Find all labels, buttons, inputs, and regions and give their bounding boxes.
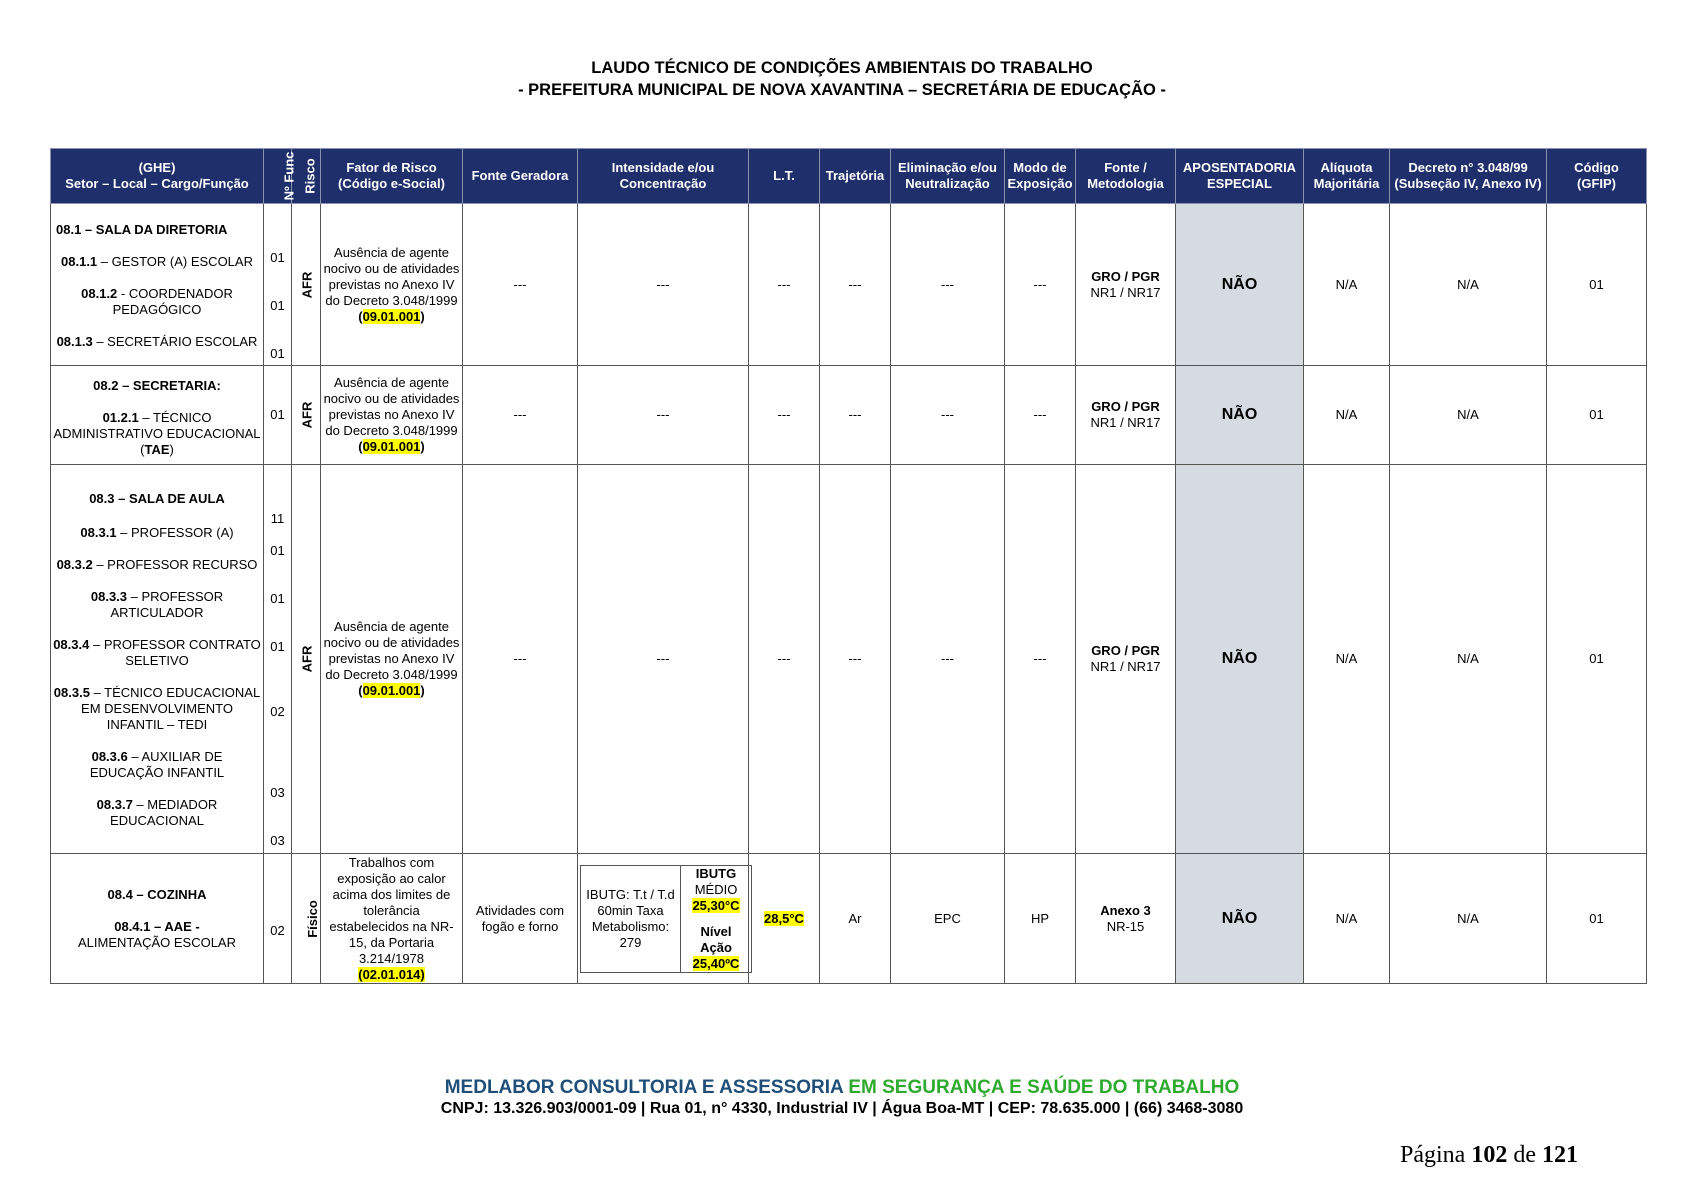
fonte-geradora-cell: --- xyxy=(463,204,578,366)
table-row xyxy=(51,854,1647,984)
page-number: Página 102 de 121 xyxy=(1400,1142,1578,1168)
modo-cell: --- xyxy=(1005,366,1076,465)
intensidade-split xyxy=(580,865,752,973)
n-func-cell: 11 01 01 01 02 03 03 xyxy=(264,465,292,854)
lt-cell: --- xyxy=(749,465,820,854)
trajetoria-cell: Ar xyxy=(820,854,891,984)
header-modo: Modo de Exposição xyxy=(1005,149,1076,204)
ibutg-values: IBUTG MÉDIO 25,30°C Nível Ação 25,40ºC xyxy=(681,865,752,972)
lt-cell: --- xyxy=(749,366,820,465)
fonte-geradora-cell: --- xyxy=(463,366,578,465)
eliminacao-cell: --- xyxy=(891,366,1005,465)
fonte-metodologia-cell: GRO / PGR NR1 / NR17 xyxy=(1076,465,1176,854)
lt-cell: 28,5°C xyxy=(749,854,820,984)
risco-cell: Físico xyxy=(292,854,321,984)
intensidade-cell xyxy=(578,854,749,984)
aliquota-cell: N/A xyxy=(1304,465,1390,854)
intensidade-cell: --- xyxy=(578,465,749,854)
decreto-cell: N/A xyxy=(1390,366,1547,465)
document-title xyxy=(0,57,1684,101)
setor-cell xyxy=(51,854,264,984)
trajetoria-cell: --- xyxy=(820,204,891,366)
aposentadoria-cell: NÃO xyxy=(1176,465,1304,854)
header-fonte-geradora: Fonte Geradora xyxy=(463,149,578,204)
fonte-metodologia-cell: Anexo 3 NR-15 xyxy=(1076,854,1176,984)
header-trajetoria: Trajetória xyxy=(820,149,891,204)
aposentadoria-cell: NÃO xyxy=(1176,366,1304,465)
cargo-item: 08.3.3 – PROFESSOR ARTICULADOR xyxy=(90,588,224,620)
footer-address: CNPJ: 13.326.903/0001-09 | Rua 01, n° 4330, Industrial IV | Água Boa-MT | CEP: 78.635.000 | (66) 3468-3080 xyxy=(440,1100,1244,1117)
fonte-geradora-cell: --- xyxy=(463,465,578,854)
cargo-item: 08.3.4 – PROFESSOR CONTRATO SELETIVO xyxy=(53,636,261,668)
header-risco: Risco xyxy=(292,149,321,204)
aliquota-cell: N/A xyxy=(1304,854,1390,984)
eliminacao-cell: --- xyxy=(891,465,1005,854)
section-title: 08.4 – COZINHA xyxy=(107,886,207,902)
header-decreto: Decreto n° 3.048/99 (Subseção IV, Anexo IV) xyxy=(1390,149,1547,204)
fator-cell: Ausência de agente nocivo ou de atividades previstas no Anexo IV do Decreto 3.048/1999 (09.01.001) xyxy=(321,366,463,465)
aposentadoria-cell: NÃO xyxy=(1176,204,1304,366)
codigo-cell: 01 xyxy=(1547,204,1647,366)
cargo-item-code: 08.4.1 – AAE - xyxy=(114,918,200,934)
fator-cell: Ausência de agente nocivo ou de atividades previstas no Anexo IV do Decreto 3.048/1999 (09.01.001) xyxy=(321,204,463,366)
header-lt: L.T. xyxy=(749,149,820,204)
header-n-func: Nº Func xyxy=(264,149,292,204)
cargo-item: 08.1.2 - COORDENADOR PEDAGÓGICO xyxy=(81,285,233,317)
modo-cell: --- xyxy=(1005,465,1076,854)
modo-cell: HP xyxy=(1005,854,1076,984)
n-func-cell: 01 xyxy=(264,366,292,465)
n-func-cell: 02 xyxy=(264,854,292,984)
cargo-item: ALIMENTAÇÃO ESCOLAR xyxy=(78,934,236,950)
footer-company-tagline: EM SEGURANÇA E SAÚDE DO TRABALHO xyxy=(848,1077,1240,1098)
header-codigo: Código (GFIP) xyxy=(1547,149,1647,204)
lt-cell: --- xyxy=(749,204,820,366)
aliquota-cell: N/A xyxy=(1304,366,1390,465)
fator-cell: Trabalhos com exposição ao calor acima dos limites de tolerância estabelecidos na NR-15, da Portaria 3.214/1978 (02.01.014) xyxy=(321,854,463,984)
codigo-cell: 01 xyxy=(1547,854,1647,984)
header-intensidade: Intensidade e/ou Concentração xyxy=(578,149,749,204)
fonte-metodologia-cell: GRO / PGR NR1 / NR17 xyxy=(1076,204,1176,366)
section-title: 08.1 – SALA DA DIRETORIA xyxy=(56,221,228,237)
cargo-item: 08.3.2 – PROFESSOR RECURSO xyxy=(56,556,258,572)
risco-cell: AFR xyxy=(292,465,321,854)
cargo-item: 01.2.1 – TÉCNICO ADMINISTRATIVO EDUCACIONAL (TAE) xyxy=(53,410,261,457)
eliminacao-cell: --- xyxy=(891,204,1005,366)
fonte-metodologia-cell: GRO / PGR NR1 / NR17 xyxy=(1076,366,1176,465)
aliquota-cell: N/A xyxy=(1304,204,1390,366)
setor-cell xyxy=(51,465,264,854)
cargo-item: 08.3.5 – TÉCNICO EDUCACIONAL EM DESENVOLVIMENTO INFANTIL – TEDI xyxy=(53,684,261,732)
n-func-cell: 01 01 01 xyxy=(264,204,292,366)
cargo-item: 08.1.1 – GESTOR (A) ESCOLAR xyxy=(61,253,253,269)
footer-company-name: MEDLABOR CONSULTORIA E ASSESSORIA xyxy=(444,1077,844,1098)
modo-cell: --- xyxy=(1005,204,1076,366)
decreto-cell: N/A xyxy=(1390,204,1547,366)
cargo-item: 08.3.6 – AUXILIAR DE EDUCAÇÃO INFANTIL xyxy=(89,748,225,780)
table-row xyxy=(51,204,1647,366)
header-eliminacao: Eliminação e/ou Neutralização xyxy=(891,149,1005,204)
section-title: 08.2 – SECRETARIA: xyxy=(93,378,221,393)
trajetoria-cell: --- xyxy=(820,366,891,465)
setor-cell xyxy=(51,204,264,366)
table-row xyxy=(51,366,1647,465)
risco-cell: AFR xyxy=(292,204,321,366)
setor-cell xyxy=(51,366,264,465)
header-aliquota: Alíquota Majoritária xyxy=(1304,149,1390,204)
fator-cell: Ausência de agente nocivo ou de atividades previstas no Anexo IV do Decreto 3.048/1999 (09.01.001) xyxy=(321,465,463,854)
footer-company xyxy=(0,1077,1684,1099)
title-line-1: LAUDO TÉCNICO DE CONDIÇÕES AMBIENTAIS DO TRABALHO xyxy=(591,59,1093,77)
fonte-geradora-cell: Atividades com fogão e forno xyxy=(463,854,578,984)
trajetoria-cell: --- xyxy=(820,465,891,854)
cargo-item: 08.3.7 – MEDIADOR EDUCACIONAL xyxy=(96,796,218,828)
laudo-table xyxy=(50,148,1647,984)
decreto-cell: N/A xyxy=(1390,465,1547,854)
ibutg-params: IBUTG: T.t / T.d 60min Taxa Metabolismo: 279 xyxy=(581,865,681,972)
eliminacao-cell: EPC xyxy=(891,854,1005,984)
section-title: 08.3 – SALA DE AULA xyxy=(89,490,225,506)
decreto-cell: N/A xyxy=(1390,854,1547,984)
codigo-cell: 01 xyxy=(1547,465,1647,854)
header-ghe: (GHE) Setor – Local – Cargo/Função xyxy=(51,149,264,204)
header-row xyxy=(51,149,1647,204)
cargo-item: 08.1.3 – SECRETÁRIO ESCOLAR xyxy=(56,333,258,349)
header-aposentadoria: APOSENTADORIA ESPECIAL xyxy=(1176,149,1304,204)
header-fonte-metodologia: Fonte / Metodologia xyxy=(1076,149,1176,204)
cargo-item: 08.3.1 – PROFESSOR (A) xyxy=(80,524,234,540)
title-line-2: - PREFEITURA MUNICIPAL DE NOVA XAVANTINA – SECRETÁRIA DE EDUCAÇÃO - xyxy=(518,81,1166,99)
codigo-cell: 01 xyxy=(1547,366,1647,465)
intensidade-cell: --- xyxy=(578,204,749,366)
table-row xyxy=(51,465,1647,854)
header-fator: Fator de Risco (Código e-Social) xyxy=(321,149,463,204)
risco-cell: AFR xyxy=(292,366,321,465)
aposentadoria-cell: NÃO xyxy=(1176,854,1304,984)
intensidade-cell: --- xyxy=(578,366,749,465)
